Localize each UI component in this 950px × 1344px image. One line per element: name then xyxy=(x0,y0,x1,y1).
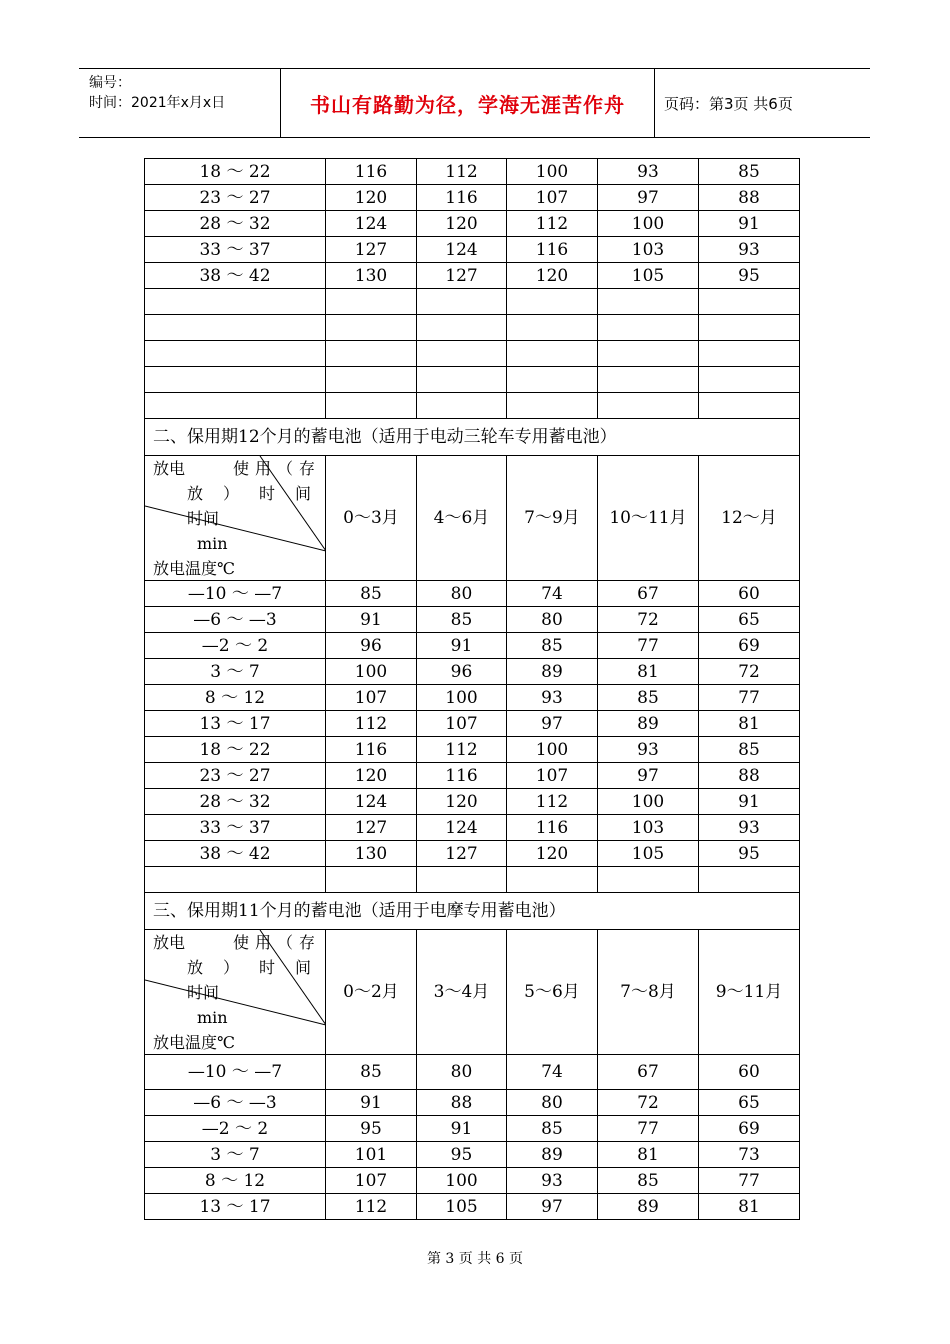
minutes-cell: 130 xyxy=(326,841,417,867)
minutes-cell: 69 xyxy=(699,633,800,659)
minutes-cell: 100 xyxy=(507,737,598,763)
minutes-cell: 105 xyxy=(598,263,699,289)
number-label: 编号： xyxy=(89,75,131,91)
temperature-range-cell: 3 ～ 7 xyxy=(145,659,326,685)
column-header: 5～6月 xyxy=(507,930,598,1055)
temperature-range-cell: 38 ～ 42 xyxy=(145,263,326,289)
minutes-cell: 89 xyxy=(598,711,699,737)
table-row xyxy=(145,237,800,263)
minutes-cell: 130 xyxy=(326,263,417,289)
diagonal-header-cell xyxy=(145,456,332,581)
minutes-cell: 97 xyxy=(598,763,699,789)
temperature-range-cell: —2 ～ 2 xyxy=(145,1116,326,1142)
temperature-range-cell: 13 ～ 17 xyxy=(145,1194,326,1220)
minutes-cell: 80 xyxy=(507,1090,598,1116)
table-row xyxy=(145,581,800,607)
table-row xyxy=(145,1116,800,1142)
table-row xyxy=(145,789,800,815)
temperature-range-cell: —2 ～ 2 xyxy=(145,633,326,659)
diag-min: min xyxy=(197,1008,228,1027)
section-2-title: 二、保用期12个月的蓄电池（适用于电动三轮车专用蓄电池） xyxy=(145,419,800,456)
minutes-cell: 97 xyxy=(507,1194,598,1220)
column-header: 10～11月 xyxy=(598,456,699,581)
minutes-cell: 85 xyxy=(507,633,598,659)
minutes-cell: 80 xyxy=(417,581,507,607)
minutes-cell: 105 xyxy=(417,1194,507,1220)
minutes-cell: 91 xyxy=(699,789,800,815)
diag-discharge: 放电 xyxy=(153,933,186,952)
minutes-cell: 88 xyxy=(699,185,800,211)
battery-discharge-table xyxy=(144,158,800,1220)
column-header: 7～9月 xyxy=(507,456,598,581)
minutes-cell: 91 xyxy=(699,211,800,237)
header-motto-cell xyxy=(281,69,655,137)
minutes-cell: 95 xyxy=(417,1142,507,1168)
minutes-cell: 116 xyxy=(417,763,507,789)
minutes-cell: 116 xyxy=(326,737,417,763)
section-3-rows xyxy=(145,1055,800,1220)
table-row xyxy=(145,685,800,711)
temperature-range-cell: 3 ～ 7 xyxy=(145,1142,326,1168)
minutes-cell: 124 xyxy=(326,789,417,815)
minutes-cell: 85 xyxy=(507,1116,598,1142)
header-meta xyxy=(79,69,281,137)
table-row xyxy=(145,607,800,633)
temperature-range-cell: 23 ～ 27 xyxy=(145,763,326,789)
temperature-range-cell: 8 ～ 12 xyxy=(145,1168,326,1194)
minutes-cell: 101 xyxy=(326,1142,417,1168)
section-2-rows xyxy=(145,581,800,867)
minutes-cell: 91 xyxy=(326,1090,417,1116)
minutes-cell: 116 xyxy=(507,237,598,263)
minutes-cell: 89 xyxy=(507,1142,598,1168)
empty-row xyxy=(145,393,800,419)
minutes-cell: 69 xyxy=(699,1116,800,1142)
minutes-cell: 81 xyxy=(598,659,699,685)
minutes-cell: 112 xyxy=(507,211,598,237)
minutes-cell: 85 xyxy=(326,1055,417,1090)
minutes-cell: 107 xyxy=(326,685,417,711)
table-row xyxy=(145,263,800,289)
minutes-cell: 100 xyxy=(417,1168,507,1194)
minutes-cell: 120 xyxy=(326,185,417,211)
minutes-cell: 72 xyxy=(598,1090,699,1116)
empty-row xyxy=(145,867,800,893)
minutes-cell: 72 xyxy=(598,607,699,633)
minutes-cell: 120 xyxy=(417,211,507,237)
minutes-cell: 74 xyxy=(507,581,598,607)
minutes-cell: 127 xyxy=(417,841,507,867)
minutes-cell: 112 xyxy=(417,159,507,185)
diagonal-header-cell xyxy=(145,930,332,1055)
minutes-cell: 85 xyxy=(699,737,800,763)
table-row xyxy=(145,659,800,685)
temperature-range-cell: 23 ～ 27 xyxy=(145,185,326,211)
minutes-cell: 116 xyxy=(326,159,417,185)
minutes-cell: 74 xyxy=(507,1055,598,1090)
minutes-cell: 73 xyxy=(699,1142,800,1168)
section-2-spacer xyxy=(145,867,800,893)
minutes-cell: 107 xyxy=(417,711,507,737)
diag-use: 使用（存 xyxy=(233,459,322,478)
minutes-cell: 103 xyxy=(598,815,699,841)
diag-time: 时间 xyxy=(187,983,220,1002)
minutes-cell: 97 xyxy=(507,711,598,737)
column-header: 0～3月 xyxy=(326,456,417,581)
minutes-cell: 120 xyxy=(417,789,507,815)
table-row xyxy=(145,1168,800,1194)
table-row xyxy=(145,633,800,659)
minutes-cell: 124 xyxy=(326,211,417,237)
minutes-cell: 80 xyxy=(417,1055,507,1090)
temperature-range-cell: —10 ～ —7 xyxy=(145,1055,326,1090)
minutes-cell: 116 xyxy=(507,815,598,841)
diag-use: 使用（存 xyxy=(233,933,322,952)
empty-rows xyxy=(145,289,800,419)
diag-temp: 放电温度℃ xyxy=(153,559,235,578)
column-header: 0～2月 xyxy=(326,930,417,1055)
section-2-header-row xyxy=(145,456,800,581)
empty-row xyxy=(145,367,800,393)
minutes-cell: 105 xyxy=(598,841,699,867)
minutes-cell: 120 xyxy=(507,263,598,289)
temperature-range-cell: 33 ～ 37 xyxy=(145,237,326,263)
column-header: 9～11月 xyxy=(699,930,800,1055)
minutes-cell: 95 xyxy=(326,1116,417,1142)
time-label: 时间：2021年x月x日 xyxy=(89,95,226,111)
minutes-cell: 127 xyxy=(326,237,417,263)
diag-min: min xyxy=(197,534,228,553)
minutes-cell: 85 xyxy=(598,685,699,711)
minutes-cell: 96 xyxy=(326,633,417,659)
temperature-range-cell: 18 ～ 22 xyxy=(145,737,326,763)
minutes-cell: 72 xyxy=(699,659,800,685)
minutes-cell: 120 xyxy=(326,763,417,789)
minutes-cell: 77 xyxy=(598,633,699,659)
column-header: 12～月 xyxy=(699,456,800,581)
table-row xyxy=(145,211,800,237)
minutes-cell: 124 xyxy=(417,815,507,841)
table-row xyxy=(145,1194,800,1220)
minutes-cell: 116 xyxy=(417,185,507,211)
temperature-range-cell: 18 ～ 22 xyxy=(145,159,326,185)
minutes-cell: 65 xyxy=(699,1090,800,1116)
minutes-cell: 120 xyxy=(507,841,598,867)
page-header xyxy=(79,68,870,138)
temperature-range-cell: 13 ～ 17 xyxy=(145,711,326,737)
table-row xyxy=(145,1090,800,1116)
minutes-cell: 93 xyxy=(699,237,800,263)
motto: 书山有路勤为径，学海无涯苦作舟 xyxy=(310,92,625,117)
table-row xyxy=(145,841,800,867)
minutes-cell: 89 xyxy=(598,1194,699,1220)
temperature-range-cell: —6 ～ —3 xyxy=(145,607,326,633)
temperature-range-cell: 8 ～ 12 xyxy=(145,685,326,711)
minutes-cell: 93 xyxy=(507,1168,598,1194)
minutes-cell: 100 xyxy=(598,211,699,237)
empty-row xyxy=(145,315,800,341)
minutes-cell: 100 xyxy=(326,659,417,685)
page-label: 页码：第3页 共6页 xyxy=(664,94,793,113)
minutes-cell: 65 xyxy=(699,607,800,633)
minutes-cell: 81 xyxy=(598,1142,699,1168)
section-3-header-row xyxy=(145,930,800,1055)
temperature-range-cell: 28 ～ 32 xyxy=(145,789,326,815)
minutes-cell: 95 xyxy=(699,841,800,867)
diag-time: 时间 xyxy=(187,509,220,528)
empty-row xyxy=(145,341,800,367)
minutes-cell: 93 xyxy=(598,737,699,763)
diag-temp: 放电温度℃ xyxy=(153,1033,235,1052)
minutes-cell: 67 xyxy=(598,1055,699,1090)
temperature-range-cell: 38 ～ 42 xyxy=(145,841,326,867)
minutes-cell: 77 xyxy=(699,1168,800,1194)
minutes-cell: 112 xyxy=(326,1194,417,1220)
minutes-cell: 124 xyxy=(417,237,507,263)
minutes-cell: 91 xyxy=(417,633,507,659)
minutes-cell: 112 xyxy=(326,711,417,737)
minutes-cell: 77 xyxy=(598,1116,699,1142)
minutes-cell: 91 xyxy=(417,1116,507,1142)
minutes-cell: 107 xyxy=(507,185,598,211)
diag-storage: 放）时间 xyxy=(187,484,332,503)
table-row xyxy=(145,763,800,789)
minutes-cell: 93 xyxy=(598,159,699,185)
minutes-cell: 100 xyxy=(507,159,598,185)
minutes-cell: 60 xyxy=(699,1055,800,1090)
minutes-cell: 89 xyxy=(507,659,598,685)
minutes-cell: 88 xyxy=(699,763,800,789)
empty-row xyxy=(145,289,800,315)
temperature-range-cell: —6 ～ —3 xyxy=(145,1090,326,1116)
minutes-cell: 127 xyxy=(326,815,417,841)
minutes-cell: 127 xyxy=(417,263,507,289)
temperature-range-cell: —10 ～ —7 xyxy=(145,581,326,607)
minutes-cell: 85 xyxy=(598,1168,699,1194)
minutes-cell: 81 xyxy=(699,1194,800,1220)
top-rows xyxy=(145,159,800,289)
column-header: 3～4月 xyxy=(417,930,507,1055)
diag-discharge: 放电 xyxy=(153,459,186,478)
minutes-cell: 81 xyxy=(699,711,800,737)
table-row xyxy=(145,815,800,841)
minutes-cell: 97 xyxy=(598,185,699,211)
minutes-cell: 85 xyxy=(326,581,417,607)
minutes-cell: 100 xyxy=(598,789,699,815)
minutes-cell: 112 xyxy=(417,737,507,763)
minutes-cell: 67 xyxy=(598,581,699,607)
table-row xyxy=(145,1142,800,1168)
minutes-cell: 91 xyxy=(326,607,417,633)
temperature-range-cell: 28 ～ 32 xyxy=(145,211,326,237)
minutes-cell: 85 xyxy=(417,607,507,633)
table-row xyxy=(145,737,800,763)
minutes-cell: 103 xyxy=(598,237,699,263)
temperature-range-cell: 33 ～ 37 xyxy=(145,815,326,841)
minutes-cell: 96 xyxy=(417,659,507,685)
minutes-cell: 95 xyxy=(699,263,800,289)
minutes-cell: 93 xyxy=(507,685,598,711)
minutes-cell: 77 xyxy=(699,685,800,711)
diag-storage: 放）时间 xyxy=(187,958,332,977)
minutes-cell: 88 xyxy=(417,1090,507,1116)
section-3-title: 三、保用期11个月的蓄电池（适用于电摩专用蓄电池） xyxy=(145,893,800,930)
minutes-cell: 85 xyxy=(699,159,800,185)
minutes-cell: 100 xyxy=(417,685,507,711)
minutes-cell: 80 xyxy=(507,607,598,633)
column-header: 4～6月 xyxy=(417,456,507,581)
section-3 xyxy=(145,893,800,1055)
minutes-cell: 112 xyxy=(507,789,598,815)
table-row xyxy=(145,711,800,737)
table-row xyxy=(145,159,800,185)
minutes-cell: 60 xyxy=(699,581,800,607)
table-row xyxy=(145,1055,800,1090)
page-footer: 第 3 页 共 6 页 xyxy=(426,1251,524,1267)
table-row xyxy=(145,185,800,211)
minutes-cell: 107 xyxy=(507,763,598,789)
column-header: 7～8月 xyxy=(598,930,699,1055)
minutes-cell: 93 xyxy=(699,815,800,841)
minutes-cell: 107 xyxy=(326,1168,417,1194)
section-2 xyxy=(145,419,800,581)
